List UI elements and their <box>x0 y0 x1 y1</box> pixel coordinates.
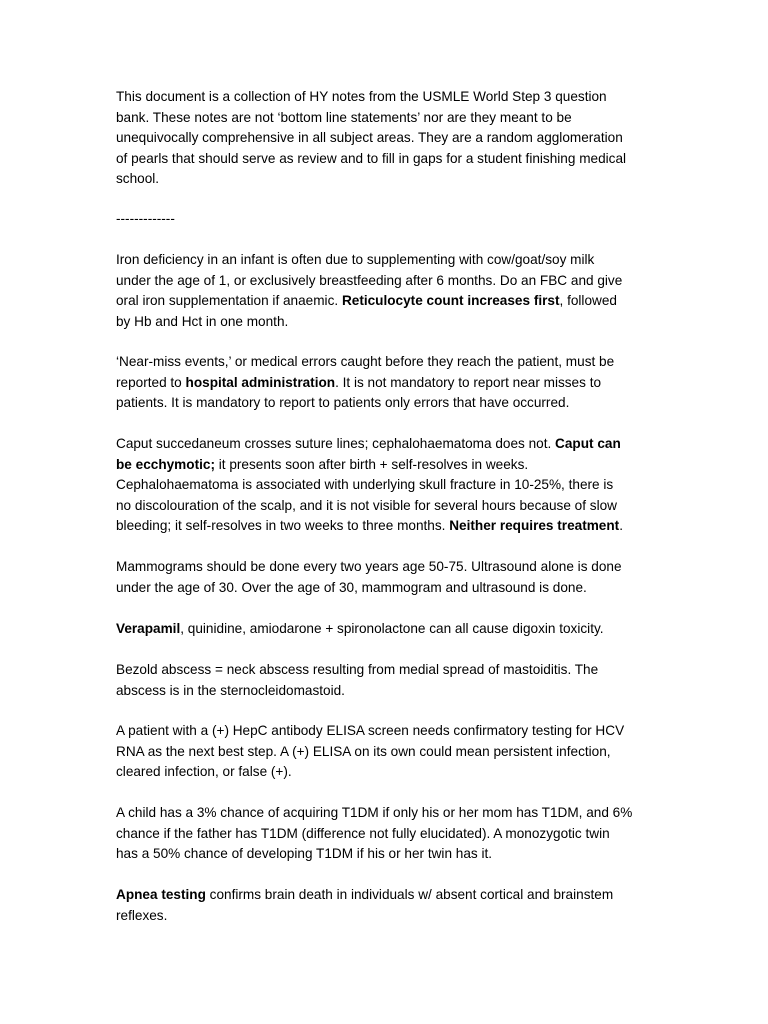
note-line: RNA as the next best step. A (+) ELISA on its own could mean persistent infection, <box>116 743 611 759</box>
note-line: oral iron supplementation if anaemic. Reticulocyte count increases first, followed <box>116 293 617 309</box>
note-line: ‘Near-miss events,’ or medical errors caught before they reach the patient, must be <box>116 354 615 369</box>
note-line: Cephalohaematoma is associated with underlying skull fracture in 10-25%, there is <box>116 477 614 493</box>
note-t1dm <box>116 803 656 865</box>
intro-line: unequivocally comprehensive in all subject areas. They are a random agglomeration <box>116 130 623 146</box>
note-verapamil <box>116 619 656 640</box>
note-line: Mammograms should be done every two years age 50-75. Ultrasound alone is done <box>116 559 622 574</box>
note-line: patients. It is mandatory to report to patients only errors that have occurred. <box>116 395 570 411</box>
note-line: under the age of 1, or exclusively breastfeeding after 6 months. Do an FBC and give <box>116 272 623 288</box>
note-line: bleeding; it self-resolves in two weeks to three months. Neither requires treatment. <box>116 518 623 534</box>
bold-emphasis: Neither requires treatment <box>449 518 620 534</box>
note-line: Apnea testing confirms brain death in individuals w/ absent cortical and brainstem <box>116 887 614 902</box>
note-line: reported to hospital administration. It is not mandatory to report near misses to <box>116 374 602 390</box>
bold-emphasis: be ecchymotic; <box>116 456 215 472</box>
note-line: Verapamil, quinidine, amiodarone + spironolactone can all cause digoxin toxicity. <box>116 621 604 636</box>
note-caput <box>116 434 656 537</box>
note-line: Bezold abscess = neck abscess resulting from medial spread of mastoiditis. The <box>116 662 599 677</box>
note-near-miss <box>116 352 656 414</box>
note-line: reflexes. <box>116 907 168 923</box>
bold-emphasis: Reticulocyte count increases first <box>341 293 560 309</box>
bold-emphasis: Apnea testing <box>116 887 206 902</box>
note-line: Iron deficiency in an infant is often due to supplementing with cow/goat/soy milk <box>116 252 595 267</box>
note-line: chance if the father has T1DM (difference not fully elucidated). A monozygotic twin <box>116 825 610 841</box>
divider-text: ------------- <box>116 211 175 226</box>
note-line: be ecchymotic; it presents soon after birth + self-resolves in weeks. <box>116 456 529 472</box>
note-line: A patient with a (+) HepC antibody ELISA screen needs confirmatory testing for HCV <box>116 723 625 738</box>
intro-line: school. <box>116 171 160 187</box>
note-iron-deficiency <box>116 250 656 332</box>
section-divider <box>116 209 656 230</box>
intro-paragraph <box>116 87 656 190</box>
note-bezold <box>116 660 656 701</box>
note-line: cleared infection, or false (+). <box>116 764 292 780</box>
note-mammograms <box>116 557 656 598</box>
note-apnea <box>116 885 656 926</box>
note-hepc <box>116 721 656 783</box>
bold-emphasis: Caput can <box>555 436 621 451</box>
note-line: A child has a 3% chance of acquiring T1DM if only his or her mom has T1DM, and 6% <box>116 805 633 820</box>
note-line: under the age of 30. Over the age of 30, mammogram and ultrasound is done. <box>116 579 587 595</box>
intro-line: This document is a collection of HY notes from the USMLE World Step 3 question <box>116 89 607 104</box>
intro-line: of pearls that should serve as review and to fill in gaps for a student finishing medical <box>116 150 627 166</box>
note-line: no discolouration of the scalp, and it is not visible for several hours because of slow <box>116 497 617 513</box>
note-line: has a 50% chance of developing T1DM if his or her twin has it. <box>116 846 493 862</box>
note-line: Caput succedaneum crosses suture lines; cephalohaematoma does not. Caput can <box>116 436 621 451</box>
bold-emphasis: Verapamil <box>116 621 181 636</box>
bold-emphasis: hospital administration <box>185 374 336 390</box>
note-line: abscess is in the sternocleidomastoid. <box>116 682 345 698</box>
note-line: by Hb and Hct in one month. <box>116 313 289 329</box>
intro-line: bank. These notes are not ‘bottom line statements’ nor are they meant to be <box>116 109 572 125</box>
